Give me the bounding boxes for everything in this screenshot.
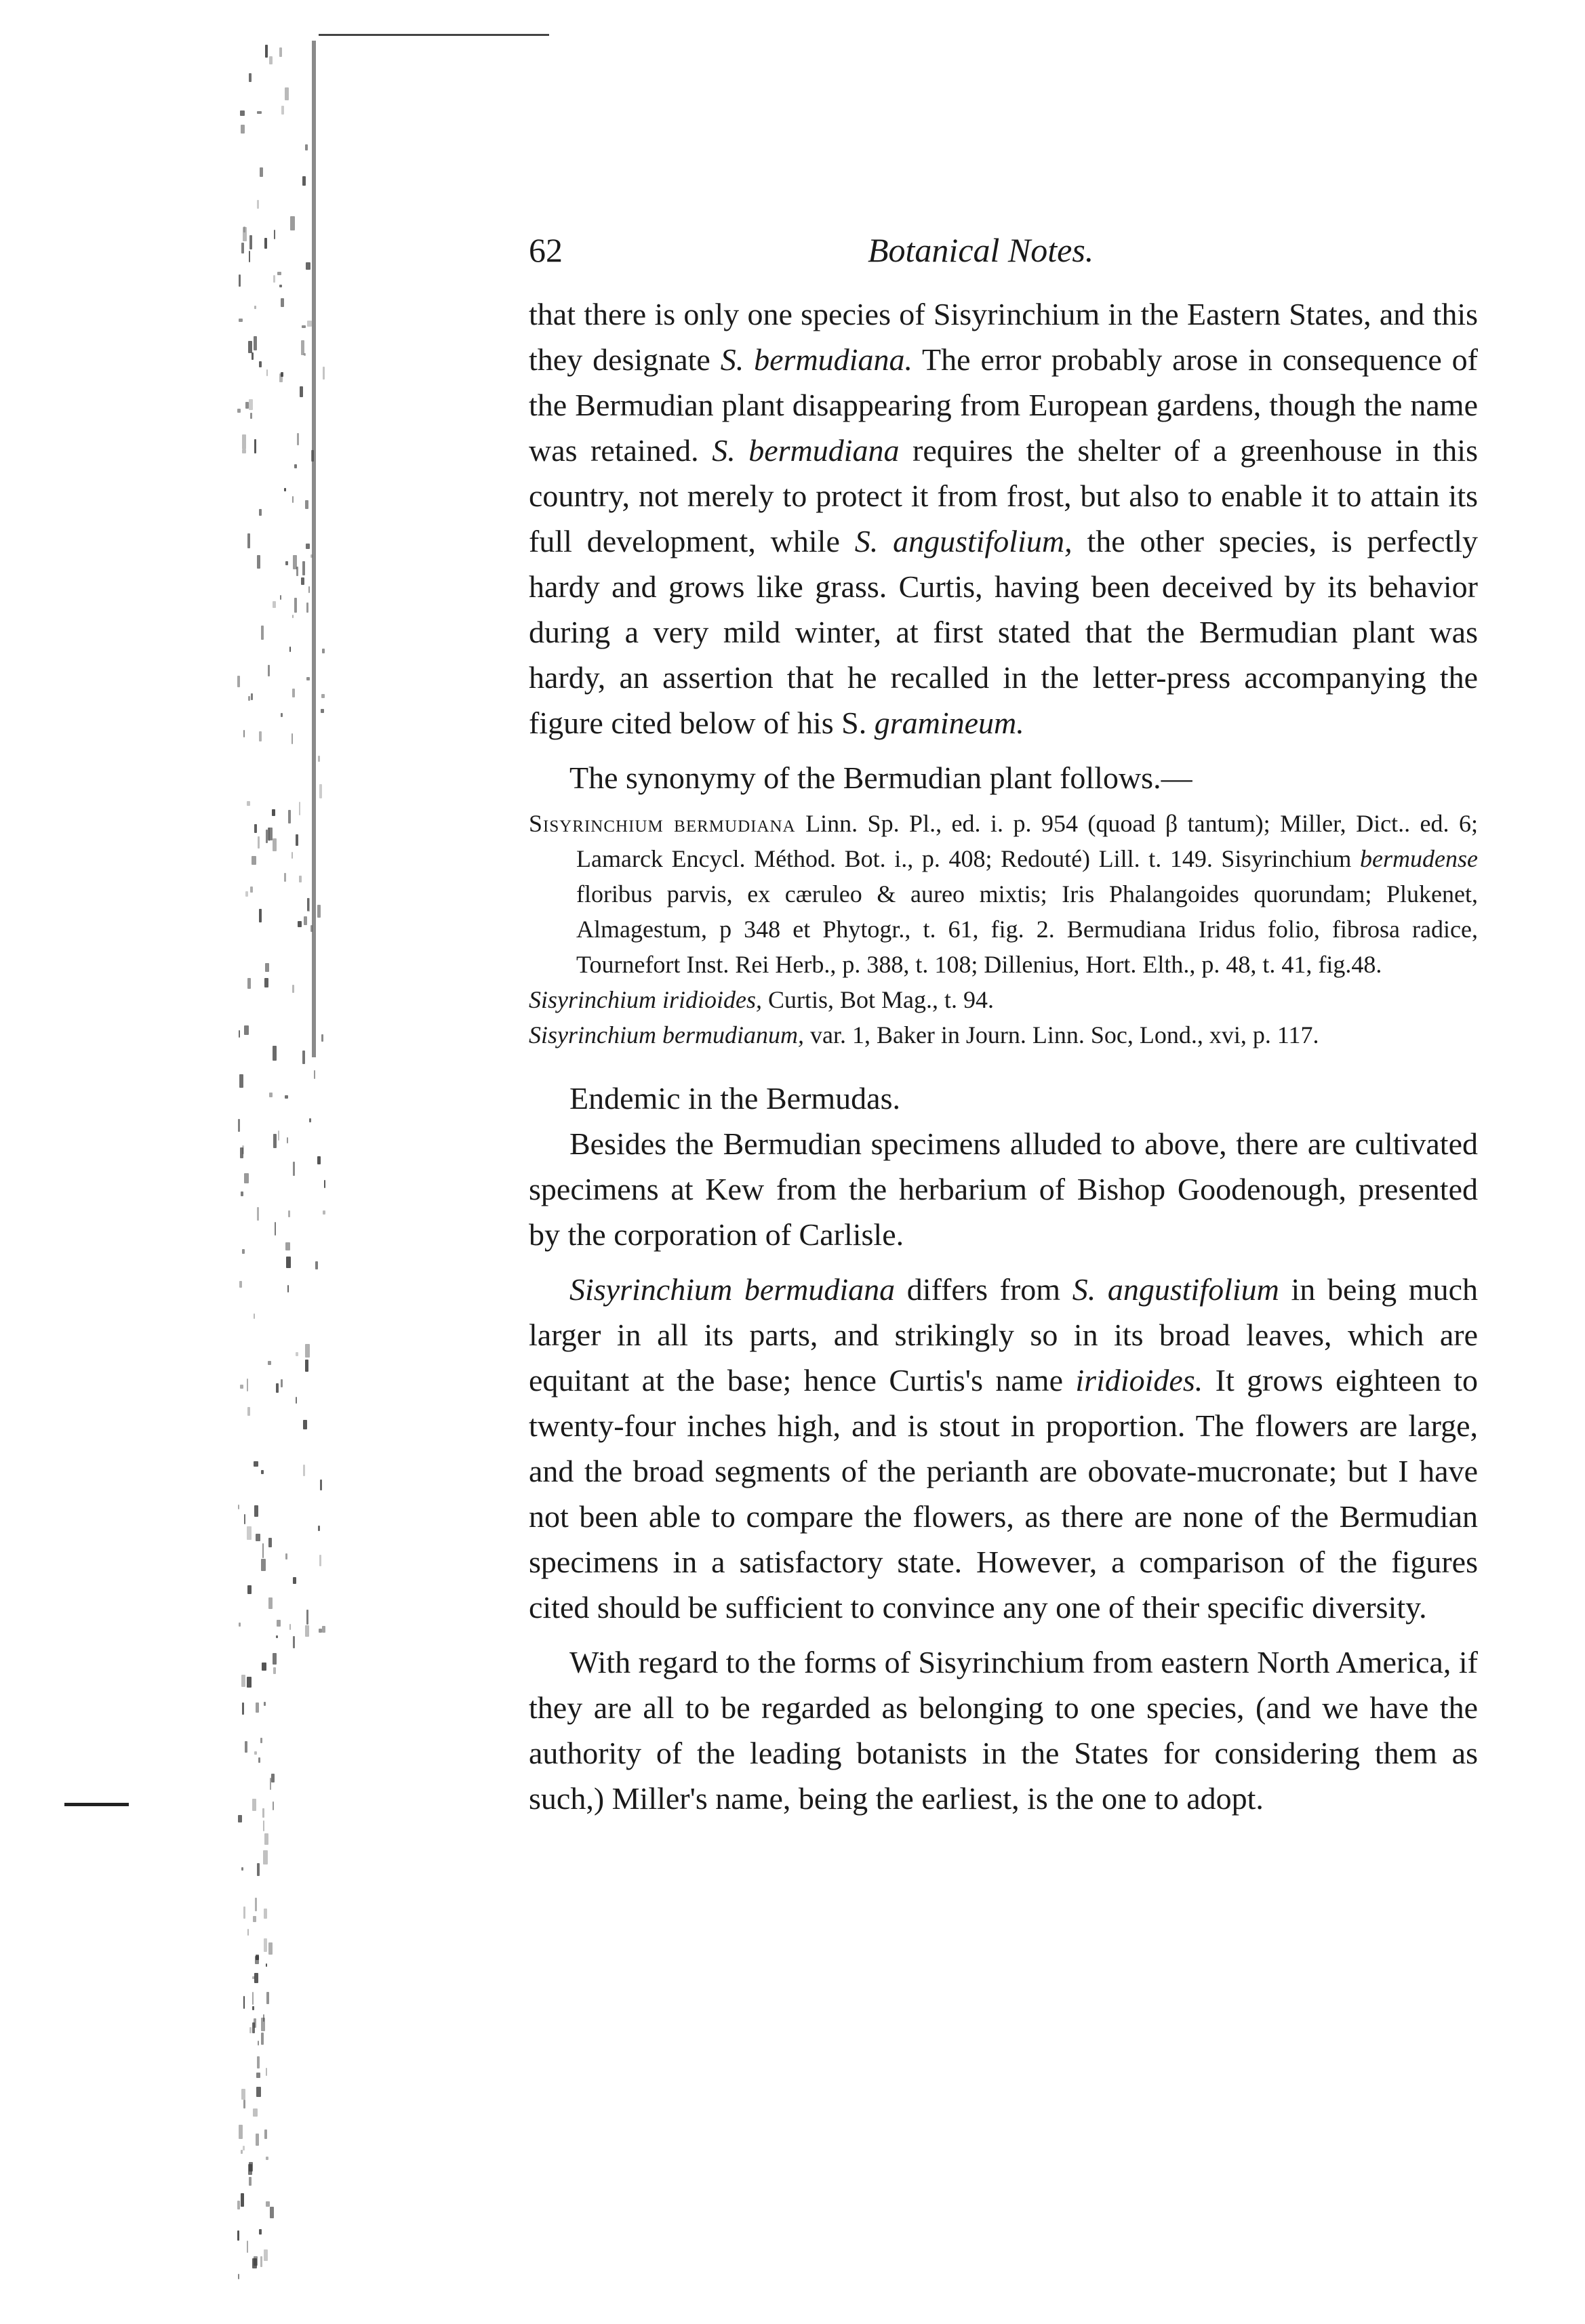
- taxon-name: gramineum.: [874, 706, 1024, 740]
- scan-speckle: [241, 1675, 245, 1687]
- book-page: [529, 230, 1478, 1821]
- scan-speckle: [321, 709, 324, 714]
- taxon-name: S. angustifolium: [1072, 1272, 1279, 1307]
- scan-speckle: [265, 963, 269, 971]
- scan-speckle: [242, 1249, 245, 1254]
- scan-speckle: [259, 361, 262, 367]
- scan-speckle: [264, 1938, 267, 1952]
- taxon-name: Sisyrinchium bermudiana: [569, 1272, 896, 1307]
- scan-speckle: [242, 1703, 244, 1715]
- scan-speckle: [266, 2068, 267, 2076]
- scan-speckle: [264, 2129, 267, 2139]
- scan-speckle: [243, 227, 247, 241]
- scan-speckle: [258, 836, 260, 849]
- paragraph-5: [529, 1267, 1478, 1630]
- scan-speckle: [262, 1663, 266, 1671]
- taxon-name: S. angustifolium,: [854, 524, 1072, 558]
- scan-speckle: [306, 677, 310, 680]
- text-run: the other species, is perfectly hardy and grows like grass. Curtis, having been deceived by its behavior during a very mild winter, at first stated that the Bermudian plant was hardy, an assertion that he recalled in the letter-press accompanying the figure cited below of his S.: [529, 524, 1478, 740]
- scan-speckle: [284, 873, 286, 882]
- scan-speckle: [242, 434, 247, 449]
- scan-speckle: [244, 1173, 248, 1183]
- taxon-name: S. bermudiana: [712, 433, 900, 468]
- scan-speckle: [238, 1505, 239, 1509]
- scan-speckle: [306, 262, 310, 270]
- scan-speckle: [302, 176, 305, 186]
- scan-speckle: [286, 1257, 291, 1268]
- scan-speckle: [302, 1051, 305, 1065]
- scan-speckle: [323, 367, 324, 380]
- scan-speckle: [264, 238, 267, 249]
- scan-speckle: [252, 1799, 256, 1811]
- scan-speckle: [237, 2201, 240, 2210]
- scan-speckle: [264, 2249, 268, 2261]
- scan-speckle: [319, 1629, 321, 1633]
- scan-speckle: [254, 1461, 258, 1467]
- scan-speckle: [317, 1156, 321, 1164]
- scan-speckle: [273, 1046, 277, 1061]
- scan-speckle: [244, 1514, 245, 1524]
- scan-speckle: [250, 886, 253, 893]
- scan-speckle: [258, 1757, 260, 1764]
- scan-speckle: [310, 925, 313, 932]
- scan-speckle: [289, 647, 291, 652]
- gutter-line: [312, 41, 316, 1057]
- scan-speckle: [252, 2006, 254, 2010]
- scan-speckle: [277, 272, 281, 275]
- scan-speckle: [261, 1559, 265, 1572]
- binding-gutter-artifacts: [197, 41, 325, 2291]
- scan-speckle: [237, 676, 240, 687]
- scan-speckle: [304, 353, 306, 356]
- scan-speckle: [306, 544, 309, 549]
- scan-speckle: [285, 1095, 288, 1099]
- scan-speckle: [292, 852, 293, 859]
- scan-speckle: [289, 1624, 291, 1630]
- scan-speckle: [247, 1526, 252, 1539]
- scan-speckle: [241, 2150, 243, 2153]
- scan-speckle: [284, 488, 287, 491]
- scan-speckle: [266, 1963, 267, 1966]
- scan-speckle: [256, 1955, 259, 1960]
- scan-speckle: [247, 533, 249, 548]
- scan-speckle: [273, 1801, 275, 1810]
- scan-speckle: [240, 110, 245, 116]
- scan-speckle: [252, 1992, 254, 2005]
- scan-speckle: [259, 909, 262, 923]
- synonym-name: Sisyrinchium bermudiana: [529, 810, 796, 837]
- scan-speckle: [247, 1585, 252, 1594]
- scan-speckle: [275, 1222, 277, 1236]
- synonymy-entry: [529, 982, 1478, 1017]
- scan-speckle: [296, 1397, 298, 1404]
- scan-speckle: [249, 73, 252, 82]
- paragraph-6: With regard to the forms of Sisyrinchium from eastern North America, if they are all to be regarded as belonging to one species, (and we have the authority of the leading botanists in the States for considering them as such,) Miller's name, being the earliest, is the one to adopt.: [529, 1645, 1478, 1816]
- scan-speckle: [281, 713, 283, 716]
- scan-speckle: [241, 2193, 243, 2207]
- scan-speckle: [277, 1620, 281, 1627]
- scan-speckle: [308, 586, 310, 593]
- scan-speckle: [294, 598, 296, 613]
- scan-speckle: [307, 898, 309, 912]
- scan-speckle: [254, 1505, 258, 1517]
- scan-speckle: [268, 828, 273, 840]
- scan-speckle: [259, 509, 262, 515]
- scan-speckle: [241, 243, 244, 253]
- scan-speckle: [281, 1379, 283, 1387]
- scan-speckle: [253, 2108, 257, 2117]
- scan-speckle: [247, 1677, 252, 1687]
- scan-speckle: [310, 554, 313, 558]
- scan-speckle: [256, 1703, 259, 1713]
- scan-speckle: [273, 601, 276, 608]
- text-run: that there is only one species of Sisyrinchium in the Eastern States, and this they designate: [529, 297, 1478, 377]
- scan-speckle: [292, 615, 294, 617]
- scan-speckle: [256, 2073, 260, 2079]
- synonymy-list: [529, 806, 1478, 1053]
- scan-speckle: [252, 2022, 255, 2034]
- text-run: in being much larger in all its parts, and strikingly so in its broad leaves, which are equitant at the base; hence Curtis's name: [529, 1272, 1478, 1398]
- scan-speckle: [296, 834, 299, 847]
- scan-speckle: [271, 1774, 275, 1782]
- taxon-name: iridioides.: [1075, 1363, 1203, 1398]
- scan-speckle: [306, 603, 308, 613]
- scan-speckle: [298, 921, 302, 927]
- text-run: It grows eighteen to twenty-four inches high, and is stout in proportion. The flowers are large, and the broad segments of the perianth are obovate-mucronate; but I have not been able to compare the flowers, as there are none of the Bermudian specimens in a satisfactory state. However, a comparison of the figures cited should be sufficient to convince any one of their specific diversity.: [529, 1363, 1478, 1625]
- scan-speckle: [318, 756, 320, 762]
- scan-speckle: [264, 1909, 267, 1919]
- scan-speckle: [257, 200, 259, 209]
- scan-speckle: [292, 496, 294, 503]
- scan-speckle: [276, 1635, 278, 1638]
- taxon-name: S. bermudiana.: [720, 342, 912, 377]
- scan-speckle: [260, 167, 262, 177]
- scan-speckle: [302, 325, 306, 329]
- scan-speckle: [256, 2134, 259, 2146]
- synonymy-entry: [529, 806, 1478, 982]
- scan-speckle: [266, 2157, 268, 2161]
- scan-speckle: [249, 2177, 252, 2186]
- scan-speckle: [241, 125, 245, 134]
- paragraph-1: [529, 291, 1478, 746]
- scan-speckle: [320, 1480, 321, 1490]
- text-run: requires the shelter of a greenhouse in this country, not merely to protect it from frost, but also to enable it to attain its full development, while: [529, 433, 1478, 558]
- scan-speckle: [239, 1074, 243, 1088]
- scan-speckle: [292, 985, 294, 993]
- scan-speckle: [287, 1137, 289, 1143]
- scan-speckle: [240, 1147, 243, 1159]
- scan-speckle: [281, 298, 284, 307]
- scan-speckle: [294, 464, 296, 468]
- scan-speckle: [249, 2162, 253, 2172]
- scan-speckle: [245, 1741, 247, 1753]
- scan-speckle: [239, 1623, 241, 1627]
- scan-speckle: [264, 1702, 266, 1707]
- scan-speckle: [314, 1070, 316, 1079]
- scan-speckle: [248, 696, 250, 701]
- scan-speckle: [311, 450, 313, 462]
- scan-speckle: [303, 1420, 306, 1429]
- scan-speckle: [285, 561, 288, 566]
- scan-speckle: [238, 1815, 242, 1822]
- scan-speckle: [256, 1534, 260, 1541]
- scan-speckle: [322, 1626, 325, 1633]
- scan-speckle: [268, 1597, 273, 1609]
- synonym-name: Sisyrinchium iridioides,: [529, 986, 762, 1013]
- scan-speckle: [240, 1385, 243, 1389]
- scan-speckle: [260, 1738, 262, 1743]
- scan-speckle: [272, 809, 275, 816]
- scan-speckle: [247, 1929, 249, 1936]
- synonym-name: Sisyrinchium bermudianum,: [529, 1021, 804, 1048]
- scan-speckle: [281, 372, 283, 377]
- scan-speckle: [302, 561, 305, 575]
- scan-speckle: [270, 1778, 271, 1790]
- page-number: 62: [529, 231, 563, 269]
- scan-speckle: [253, 1916, 256, 1922]
- paragraph-3: Endemic in the Bermudas.: [569, 1081, 900, 1116]
- scan-edge-rule: [319, 34, 549, 36]
- scan-speckle: [279, 285, 282, 287]
- scan-speckle: [305, 144, 308, 150]
- scan-speckle: [261, 626, 263, 639]
- scan-speckle: [266, 1992, 269, 2004]
- scan-speckle: [239, 1281, 242, 1288]
- scan-speckle: [264, 1833, 268, 1844]
- scan-speckle: [268, 1942, 273, 1955]
- scan-speckle: [263, 1820, 264, 1831]
- scan-speckle: [319, 1555, 321, 1567]
- scan-speckle: [301, 577, 304, 585]
- scan-speckle: [293, 1577, 296, 1584]
- scan-speckle: [243, 1996, 245, 2009]
- scan-speckle: [285, 1242, 289, 1250]
- scan-speckle: [250, 413, 252, 419]
- scan-speckle: [288, 1210, 290, 1218]
- scan-speckle: [257, 555, 260, 569]
- scan-speckle: [254, 439, 256, 453]
- scan-speckle: [285, 1553, 287, 1559]
- scan-speckle: [264, 978, 268, 987]
- synonym-epithet: bermudense: [1360, 845, 1478, 872]
- scan-speckle: [268, 1361, 271, 1365]
- scan-speckle: [297, 433, 299, 445]
- scan-speckle: [256, 2087, 261, 2097]
- citation: var. 1, Baker in Journ. Linn. Soc, Lond., xvi, p. 117.: [803, 1021, 1319, 1048]
- scan-speckle: [249, 2027, 252, 2033]
- scan-speckle: [241, 1191, 243, 1196]
- scan-speckle: [247, 978, 251, 989]
- scan-speckle: [257, 1207, 259, 1221]
- scan-speckle: [247, 1407, 249, 1416]
- scan-speckle: [255, 1898, 257, 1911]
- scan-speckle: [321, 1034, 323, 1042]
- scan-speckle: [257, 111, 262, 114]
- scan-speckle: [262, 1808, 264, 1818]
- scan-speckle: [300, 386, 303, 397]
- scan-speckle: [258, 2041, 259, 2045]
- scan-speckle: [292, 689, 296, 697]
- scan-speckle: [244, 1025, 249, 1035]
- scan-speckle: [322, 649, 325, 653]
- scan-speckle: [259, 2229, 261, 2235]
- scan-speckle: [276, 1383, 279, 1393]
- scan-speckle: [249, 399, 253, 410]
- scan-speckle: [281, 106, 284, 115]
- scan-speckle: [324, 1180, 325, 1188]
- scan-speckle: [305, 1625, 309, 1636]
- scan-speckle: [268, 665, 270, 676]
- scan-edge-mark: [64, 1803, 129, 1806]
- scan-speckle: [238, 2274, 239, 2279]
- text-run: differs from: [895, 1272, 1072, 1307]
- scan-speckle: [319, 784, 322, 798]
- scan-speckle: [252, 856, 256, 865]
- citation: floribus parvis, ex cæruleo & aureo mixtis; Iris Phalangoides quorundam; Plukenet, Almagestum, p 348 et Phytogr., t. 61, fig. 2. Bermudiana Iridus folio, fibrosa radice, Tournefort Inst. Rei Herb., p. 388, t. 108; Dillenius, Hort. Elth., p. 48, t. 41, fig.48.: [576, 880, 1478, 978]
- scan-speckle: [237, 2230, 239, 2241]
- scan-speckle: [323, 1210, 325, 1215]
- scan-speckle: [307, 321, 311, 327]
- scan-speckle: [254, 306, 257, 309]
- scan-speckle: [290, 216, 294, 230]
- scan-speckle: [239, 319, 243, 321]
- scan-speckle: [293, 555, 297, 569]
- scan-speckle: [249, 235, 252, 249]
- scan-speckle: [263, 1850, 268, 1864]
- scan-speckle: [247, 1379, 248, 1391]
- scan-speckle: [273, 1653, 277, 1665]
- scan-speckle: [303, 1465, 305, 1476]
- scan-speckle: [279, 47, 282, 57]
- scan-speckle: [247, 801, 250, 806]
- scan-speckle: [259, 731, 262, 741]
- scan-speckle: [296, 1352, 298, 1356]
- paragraph-2: The synonymy of the Bermudian plant follows.—: [569, 760, 1192, 795]
- scan-speckle: [245, 891, 249, 897]
- scan-speckle: [254, 1313, 255, 1319]
- scan-speckle: [261, 1470, 264, 1473]
- scan-speckle: [266, 830, 268, 844]
- scan-speckle: [241, 2089, 245, 2100]
- scan-speckle: [238, 1119, 240, 1132]
- scan-speckle: [299, 802, 300, 815]
- scan-speckle: [273, 838, 276, 852]
- scan-speckle: [293, 1636, 295, 1648]
- scan-speckle: [254, 1751, 258, 1755]
- scan-speckle: [287, 1285, 289, 1292]
- scan-speckle: [248, 341, 252, 354]
- scan-speckle: [280, 595, 281, 599]
- scan-speckle: [321, 694, 325, 698]
- scan-speckle: [265, 45, 268, 58]
- scan-speckle: [257, 2056, 260, 2068]
- scan-speckle: [251, 693, 253, 699]
- scan-speckle: [266, 369, 268, 376]
- scan-speckle: [247, 2241, 248, 2253]
- scan-speckle: [293, 1162, 295, 1175]
- scan-speckle: [243, 730, 245, 737]
- scan-speckle: [273, 1134, 276, 1148]
- scan-speckle: [292, 733, 293, 743]
- scan-speckle: [270, 2207, 274, 2218]
- scan-speckle: [309, 1118, 311, 1122]
- scan-speckle: [304, 916, 308, 925]
- scan-speckle: [237, 409, 241, 413]
- running-head: [529, 230, 1478, 291]
- scan-speckle: [254, 336, 258, 350]
- scan-speckle: [261, 2033, 264, 2044]
- paragraph-4: Besides the Bermudian specimens alluded to above, there are cultivated specimens at Kew from the herbarium of Bishop Goodenough, presented by the corporation of Carlisle.: [529, 1126, 1478, 1252]
- scan-speckle: [273, 1667, 275, 1674]
- scan-speckle: [249, 251, 250, 262]
- scan-speckle: [306, 1610, 308, 1625]
- citation: Curtis, Bot Mag., t. 94.: [762, 986, 995, 1013]
- scan-speckle: [242, 449, 246, 453]
- scan-speckle: [268, 1538, 272, 1547]
- scan-speckle: [243, 1907, 245, 1919]
- scan-speckle: [274, 230, 275, 239]
- scan-speckle: [243, 2146, 245, 2151]
- scan-speckle: [278, 1130, 279, 1141]
- scan-speckle: [273, 275, 275, 283]
- scan-speckle: [243, 2100, 245, 2108]
- scan-speckle: [241, 1867, 244, 1871]
- synonymy-entry: [529, 1017, 1478, 1053]
- scan-speckle: [305, 1360, 309, 1372]
- scan-speckle: [252, 352, 254, 361]
- scan-speckle: [239, 274, 241, 287]
- scan-speckle: [257, 1863, 259, 1876]
- scan-speckle: [262, 1543, 264, 1558]
- scan-speckle: [254, 824, 257, 833]
- scan-speckle: [285, 87, 289, 100]
- text-run: The error probably arose in consequence of the Bermudian plant disappearing from European gardens, though the name was retained.: [529, 342, 1478, 468]
- scan-speckle: [305, 500, 308, 509]
- scan-speckle: [269, 56, 273, 64]
- citation: Linn. Sp. Pl., ed. i. p. 954 (quoad β tantum); Miller, Dict.. ed. 6; Lamarck Encycl. Méthod. Bot. i., p. 408; Redouté) Lill. t. 149. Sisyrinchium: [576, 810, 1478, 872]
- running-title: Botanical Notes.: [868, 231, 1094, 269]
- scan-speckle: [318, 1526, 319, 1531]
- scan-speckle: [239, 2125, 243, 2140]
- scan-speckle: [315, 1261, 317, 1269]
- scan-speckle: [260, 2256, 262, 2267]
- scan-speckle: [305, 1344, 310, 1358]
- scan-speckle: [317, 905, 321, 918]
- scan-speckle: [266, 2201, 270, 2207]
- scan-speckle: [252, 2258, 257, 2268]
- scan-speckle: [261, 2018, 265, 2031]
- scan-speckle: [269, 1093, 272, 1097]
- scan-speckle: [239, 1030, 240, 1038]
- scan-speckle: [299, 876, 302, 882]
- scan-speckle: [288, 810, 291, 823]
